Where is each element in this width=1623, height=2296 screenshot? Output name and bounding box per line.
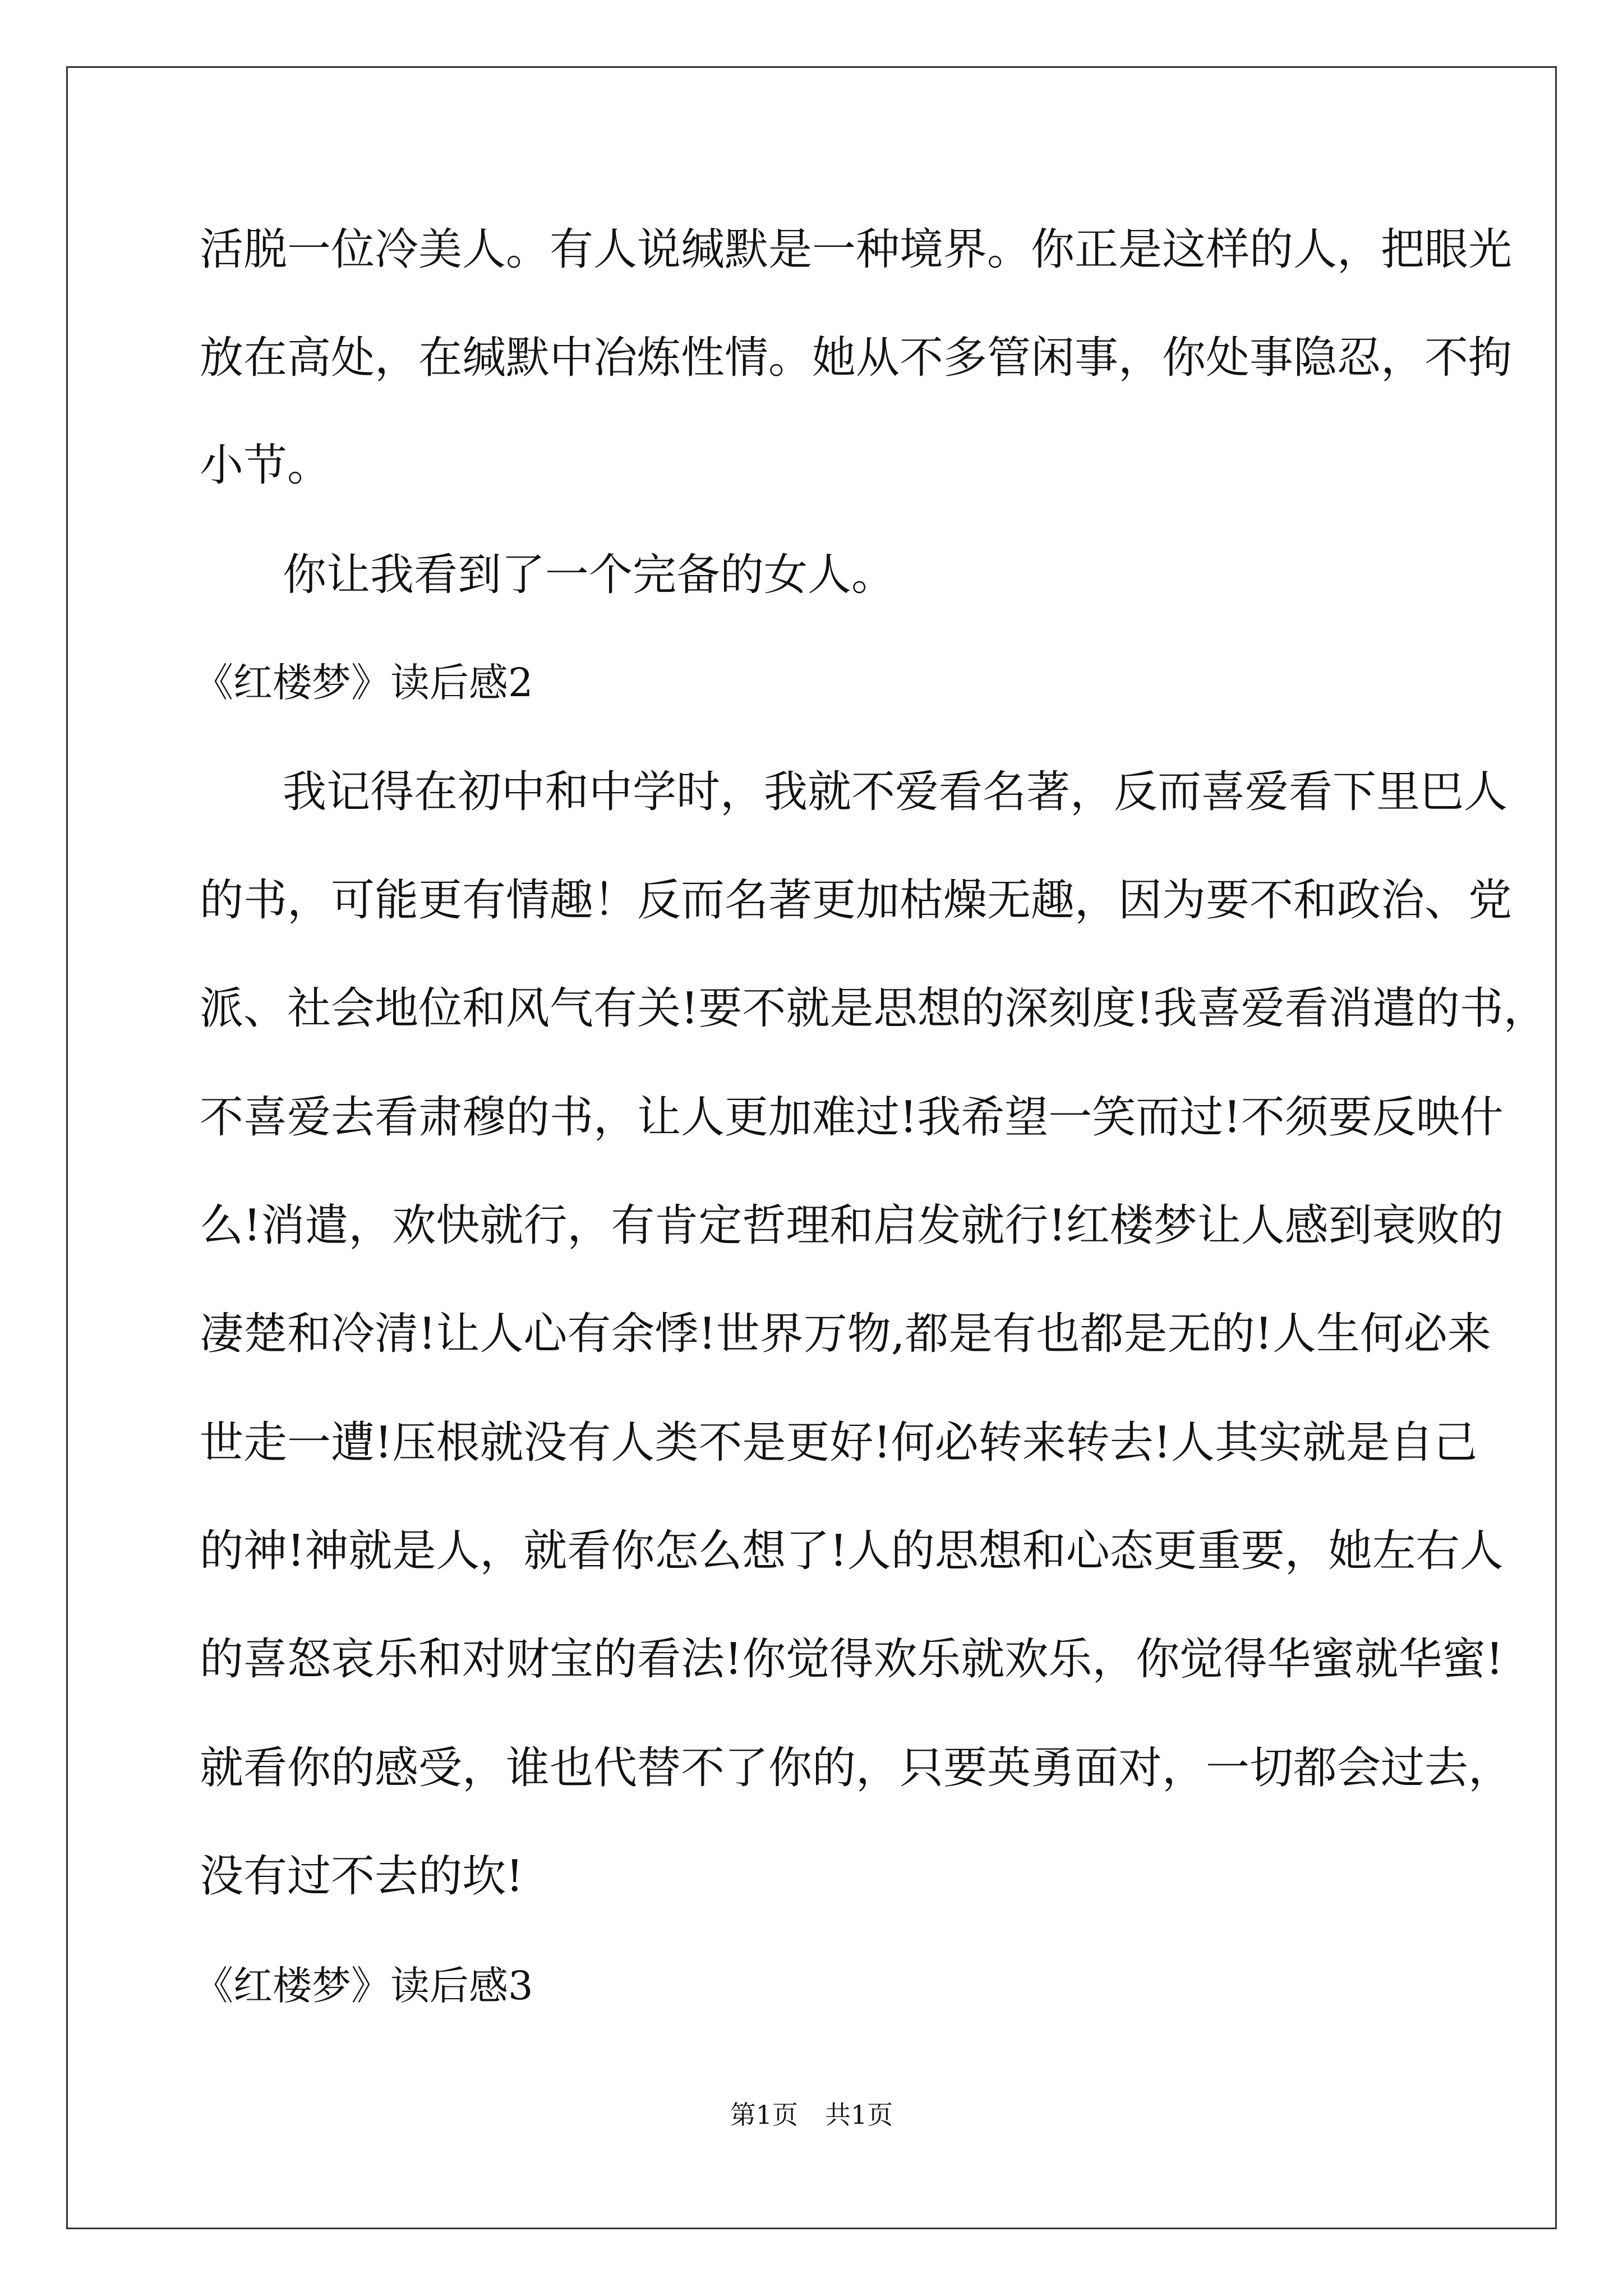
page-border <box>66 66 1557 2229</box>
page-number: 第1页 <box>730 2100 798 2130</box>
paragraph-line: 我记得在初中和中学时，我就不爱看名著，反而喜爱看下里巴人 <box>283 767 1508 817</box>
paragraph-line: 放在高处，在缄默中冶炼性情。她从不多管闲事，你处事隐忍，不拘 <box>200 333 1513 383</box>
paragraph-line: 凄楚和冷清!让人心有余悸!世界万物,都是有也都是无的!人生何必来 <box>200 1309 1491 1359</box>
paragraph-line: 的书，可能更有情趣！反而名著更加枯燥无趣，因为要不和政治、党 <box>200 875 1513 926</box>
page-total: 共1页 <box>825 2100 893 2130</box>
section-heading: 《红楼梦》读后感2 <box>194 660 533 706</box>
paragraph-line: 没有过不去的坎! <box>200 1851 524 1902</box>
paragraph-line: 就看你的感受，谁也代替不了你的，只要英勇面对，一切都会过去， <box>200 1743 1513 1793</box>
page-footer <box>0 2098 1623 2132</box>
paragraph-line: 派、社会地位和风气有关!要不就是思想的深刻度!我喜爱看消遣的书， <box>200 983 1547 1034</box>
paragraph-line: 不喜爱去看肃穆的书，让人更加难过!我希望一笑而过!不须要反映什 <box>200 1092 1504 1143</box>
paragraph-line: 么!消遣，欢快就行，有肯定哲理和启发就行!红楼梦让人感到衰败的 <box>200 1200 1504 1251</box>
paragraph-line: 活脱一位冷美人。有人说缄默是一种境界。你正是这样的人，把眼光 <box>200 224 1513 275</box>
paragraph-line: 世走一遭!压根就没有人类不是更好!何必转来转去!人其实就是自己 <box>200 1418 1478 1468</box>
paragraph-line: 你让我看到了一个完备的女人。 <box>283 550 896 600</box>
paragraph-line: 的神!神就是人，就看你怎么想了!人的思想和心态更重要，她左右人 <box>200 1526 1504 1576</box>
paragraph-line: 小节。 <box>200 440 331 491</box>
paragraph-line: 的喜怒哀乐和对财宝的看法!你觉得欢乐就欢乐，你觉得华蜜就华蜜! <box>200 1634 1504 1685</box>
section-heading: 《红楼梦》读后感3 <box>194 1963 533 2009</box>
